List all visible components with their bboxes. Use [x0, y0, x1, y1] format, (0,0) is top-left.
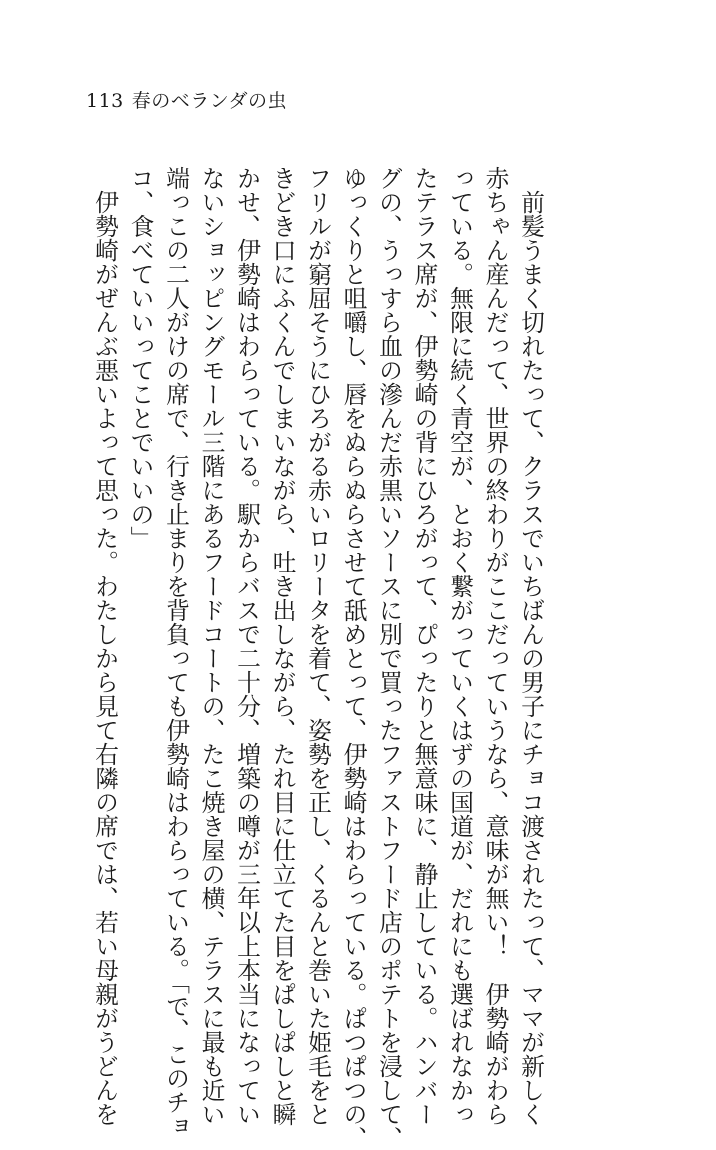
text-line: 伊勢崎がぜんぶ悪いよって思った。わたしから見て右隣の席では、若い母親がうどんを — [91, 189, 119, 1126]
page-number: 113 — [86, 90, 124, 112]
text-line: きどき口にふくんでしまいながら、吐き出しながら、たれ目に仕立てた目をぱしぱしと瞬 — [268, 166, 297, 1126]
running-head — [86, 86, 287, 113]
text-line: かせ、伊勢崎はわらっている。駅からバスで二十分、増築の噂が三年以上本当になってい — [233, 166, 261, 1126]
text-line: コ、食べていいってことでいいの」 — [126, 166, 155, 550]
body-text — [87, 166, 549, 1150]
text-line: ゆっくりと咀嚼し、唇をぬらぬらさせて舐めとって、伊勢崎はわらっている。ぱつぱつの、 — [339, 166, 368, 1150]
text-line: フリルが窮屈そうにひろがる赤いロリータを着て、姿勢を正し、くるんと巻いた姫毛をと — [304, 166, 332, 1126]
chapter-title: 春のベランダの虫 — [131, 90, 288, 112]
text-line: っている。無限に続く青空が、とおく繋がっていくはずの国道が、だれにも選ばれなかっ — [446, 166, 474, 1126]
text-line: グの、うっすら血の滲んだ赤黒いソースに別で買ったファストフード店のポテトを浸して、 — [375, 166, 403, 1150]
text-line: ないショッピングモール三階にあるフードコートの、たこ焼き屋の横、テラスに最も近い — [197, 166, 226, 1126]
text-line: たテラス席が、伊勢崎の背にひろがって、ぴったりと無意味に、静止している。ハンバー — [410, 166, 439, 1126]
text-line: 前髪うまく切れたって、クラスでいちばんの男子にチョコ渡されたって、ママが新しく — [517, 189, 545, 1126]
text-line: 端っこの二人がけの席で、行き止まりを背負っても伊勢崎はわらっている。「で、このチョ — [162, 166, 190, 1139]
text-line: 赤ちゃん産んだって、世界の終わりがここだっていうなら、意味が無い！ 伊勢崎がわら — [481, 166, 510, 1126]
